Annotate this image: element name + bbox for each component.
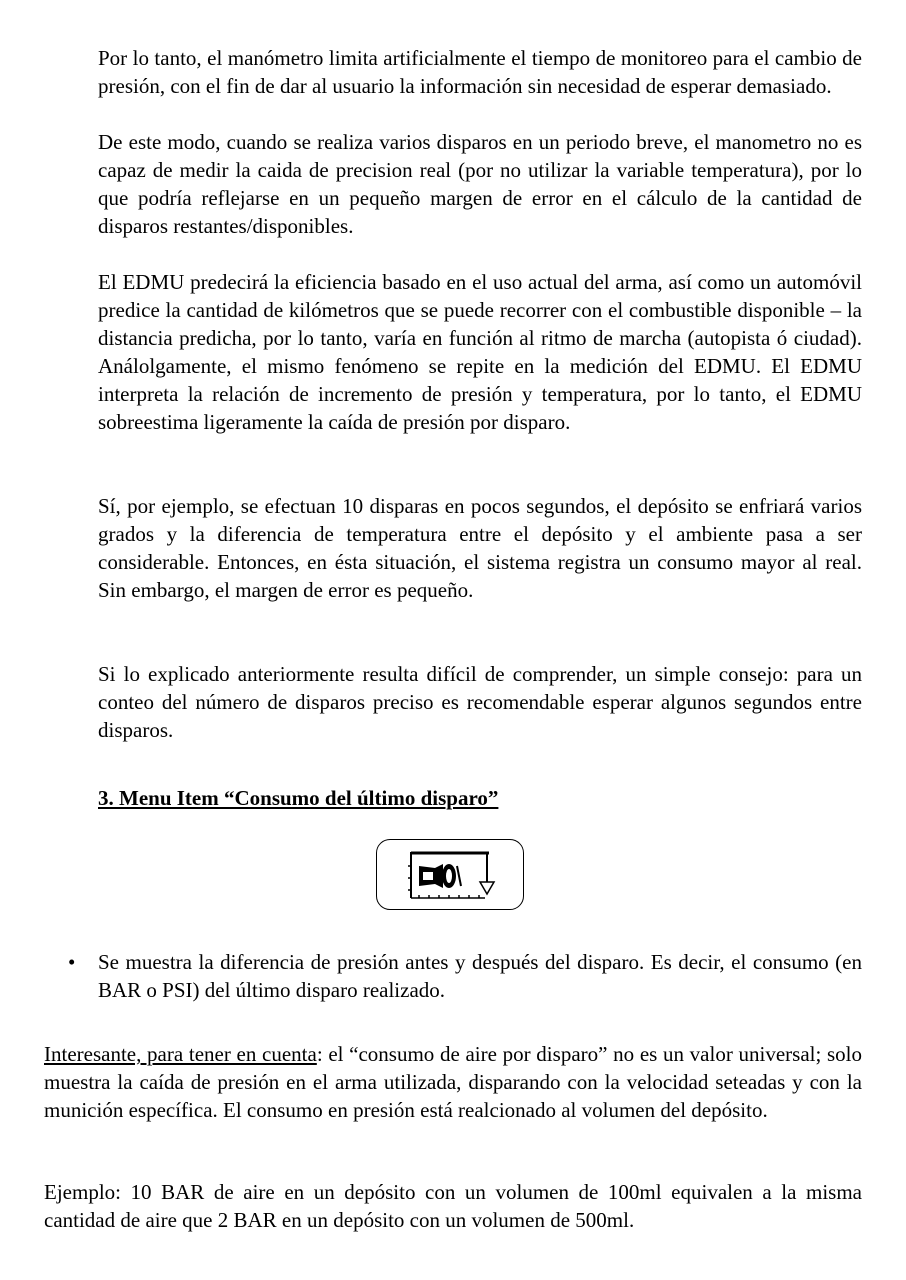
paragraph-example: Ejemplo: 10 BAR de aire en un depósito con un volumen de 100ml equivalen a la misma cantidad de aire que 2 BAR en un depósito con un volumen de 500ml.	[44, 1180, 862, 1232]
note-label: Interesante, para tener en cuenta	[44, 1042, 317, 1066]
paragraph-monitoring-time: Por lo tanto, el manómetro limita artificialmente el tiempo de monitoreo para el cambio de presión, con el fin de dar al usuario la información sin necesidad de esperar demasiado.	[98, 46, 862, 98]
note-text: : el “consumo de aire por disparo” no es un valor universal; solo muestra la caída de presión en el arma utilizada, disparando con la velocidad seteadas y con la munición específica. El consumo en presión está realcionado al volumen del depósito.	[44, 1042, 862, 1122]
paragraph-measurement-error: De este modo, cuando se realiza varios disparos en un periodo breve, el manometro no es capaz de medir la caida de precision real (por no utilizar la variable temperatura), por lo que podría reflejarse en un pequeño margen de error en el cálculo de la cantidad de disparos restantes/disponibles.	[98, 130, 862, 238]
paragraph-note	[44, 1040, 862, 1124]
paragraph-temperature-example: Sí, por ejemplo, se efectuan 10 disparas en pocos segundos, el depósito se enfriará varios grados y la diferencia de temperatura entre el depósito y el ambiente pasa a ser considerable. Entonces, en ésta situación, el sistema registra un consumo mayor al real. Sin embargo, el margen de error es pequeño.	[98, 494, 862, 602]
bullet-marker: •	[68, 950, 76, 974]
paragraph-advice: Si lo explicado anteriormente resulta difícil de comprender, un simple consejo: para un conteo del número de disparos preciso es recomendable esperar algunos segundos entre disparos.	[98, 662, 862, 742]
bullet-text: Se muestra la diferencia de presión antes y después del disparo. Es decir, el consumo (en BAR o PSI) del último disparo realizado.	[98, 950, 862, 1002]
menu-icon-box	[376, 839, 524, 910]
shot-consumption-icon	[405, 846, 497, 904]
section-heading: 3. Menu Item “Consumo del último disparo”	[98, 786, 499, 810]
paragraph-efficiency-prediction: El EDMU predecirá la eficiencia basado en el uso actual del arma, así como un automóvil predice la cantidad de kilómetros que se puede recorrer con el combustible disponible – la distancia predicha, por lo tanto, varía en función al ritmo de marcha (autopista ó ciudad). Análolgamente, el mismo fenómeno se repite en la medición del EDMU. El EDMU interpreta la relación de incremento de presión y temperatura, por lo tanto, el EDMU sobreestima ligeramente la caída de presión por disparo.	[98, 270, 862, 434]
